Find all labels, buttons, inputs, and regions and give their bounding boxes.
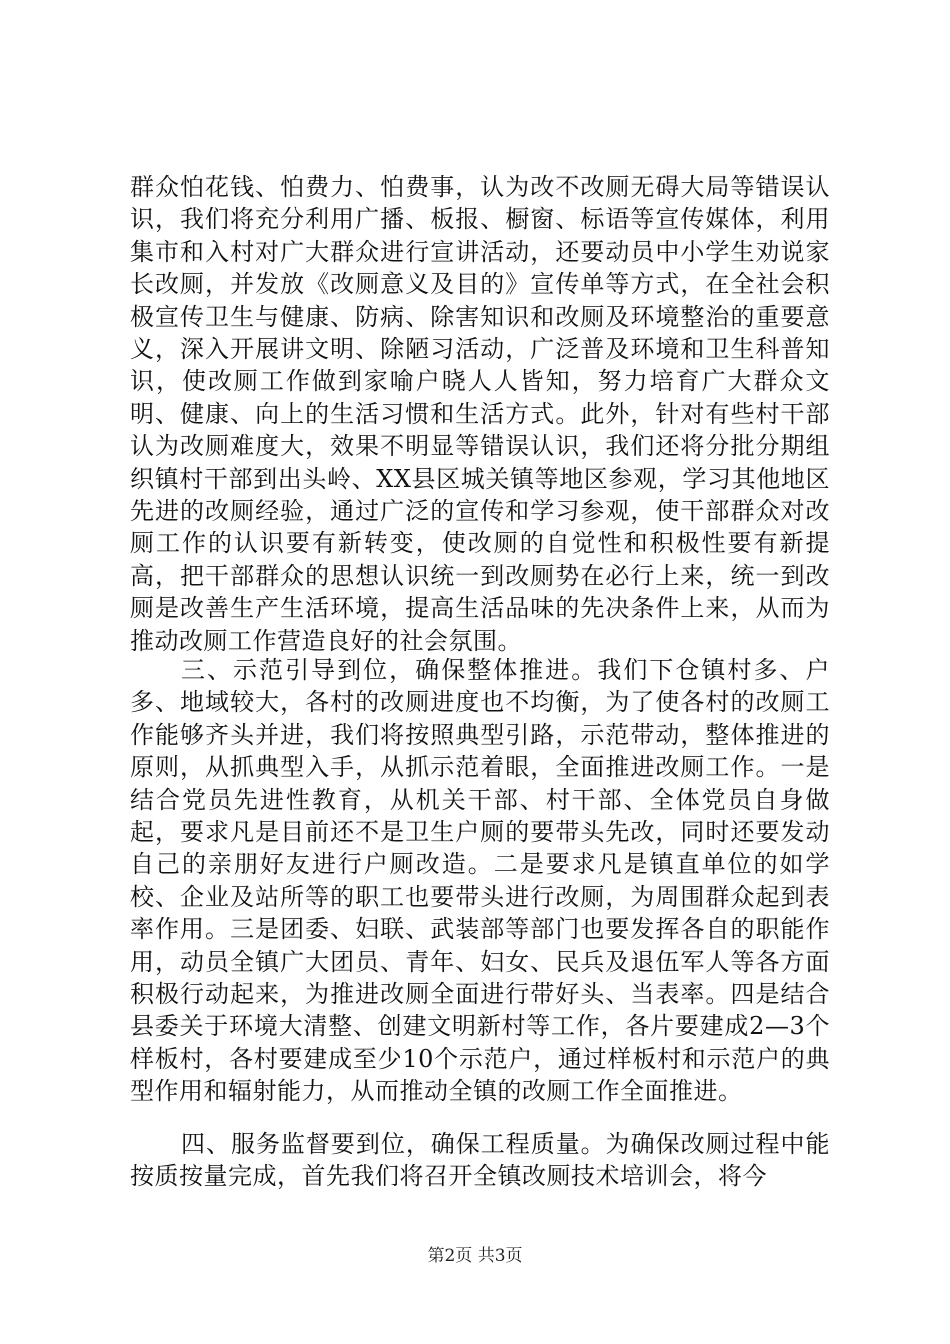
paragraph-section-four: 四、服务监督要到位，确保工程质量。为确保改厕过程中能按质按量完成，首先我们将召开全镇改厕技术培训会，将今 (130, 1130, 830, 1191)
paragraph-continued-publicity: 群众怕花钱、怕费力、怕费事，认为改不改厕无碍大局等错误认识，我们将充分利用广播、板报、橱窗、标语等宣传媒体，利用集市和入村对广大群众进行宣讲活动，还要动员中小学生劝说家长改厕，并发放《改厕意义及目的》宣传单等方式，在全社会积极宣传卫生与健康、防病、除害知识和改厕及环境整治的重要意义，深入开展讲文明、除陋习活动，广泛普及环境和卫生科普知识，使改厕工作做到家喻户晓人人皆知，努力培育广大群众文明、健康、向上的生活习惯和生活方式。此外，针对有些村干部认为改厕难度大，效果不明显等错误认识，我们还将分批分期组织镇村干部到出头岭、XX县区城关镇等地区参观，学习其他地区先进的改厕经验，通过广泛的宣传和学习参观，使干部群众对改厕工作的认识要有新转变，使改厕的自觉性和积极性要有新提高，把干部群众的思想认识统一到改厕势在必行上来，统一到改厕是改善生产生活环境，提高生活品味的先决条件上来，从而为推动改厕工作营造良好的社会氛围。 (130, 173, 830, 655)
page-number-footer: 第2页 共3页 (427, 1246, 523, 1266)
paragraph-section-three: 三、示范引导到位，确保整体推进。我们下仓镇村多、户多、地域较大，各村的改厕进度也不均衡，为了使各村的改厕工作能够齐头并进，我们将按照典型引路，示范带动，整体推进的原则，从抓典型入手，从抓示范着眼，全面推进改厕工作。一是结合党员先进性教育，从机关干部、村干部、全体党员自身做起，要求凡是目前还不是卫生户厕的要带头先改，同时还要发动自己的亲朋好友进行户厕改造。二是要求凡是镇直单位的如学校、企业及站所等的职工也要带头进行改厕，为周围群众起到表率作用。三是团委、妇联、武装部等部门也要发挥各自的职能作用，动员全镇广大团员、青年、妇女、民兵及退伍军人等各方面积极行动起来，为推进改厕全面进行带好头、当表率。四是结合县委关于环境大清整、创建文明新村等工作，各片要建成2—3个样板村，各村要建成至少10个示范户，通过样板村和示范户的典型作用和辐射能力，从而推动全镇的改厕工作全面推进。 (130, 656, 830, 1106)
